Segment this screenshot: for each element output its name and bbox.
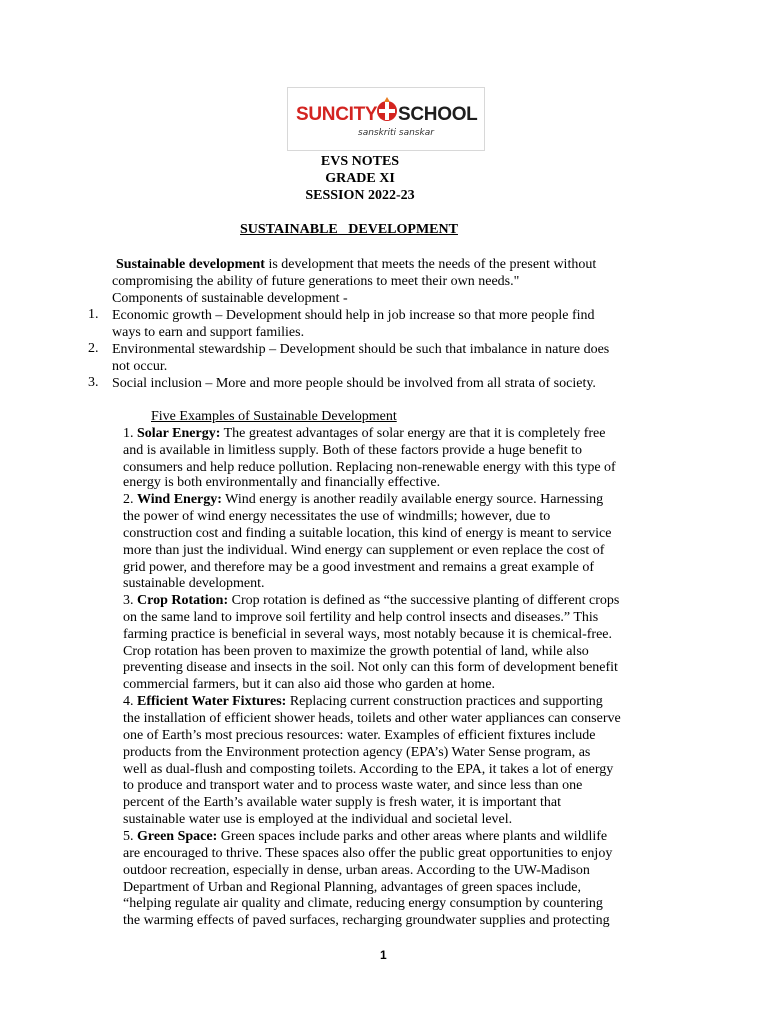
example-2-line-1: [123, 491, 603, 508]
example-number: 4.: [123, 694, 137, 709]
example-text: Wind energy is another readily available energy source. Harnessing: [221, 492, 604, 507]
example-4-line-6: to produce and transport water and to process waste water, and since less than one: [123, 778, 583, 793]
example-title: Efficient Water Fixtures:: [137, 694, 287, 709]
example-5-line-4: Department of Urban and Regional Planning, advantages of green spaces include,: [123, 880, 581, 895]
example-1-line-2: and is available in limitless supply. Both of these factors provide a huge benefit to: [123, 443, 583, 458]
example-4-line-8: sustainable water use is employed at the individual and societal level.: [123, 812, 513, 827]
example-4-line-7: percent of the Earth’s available water supply is fresh water, it is important that: [123, 795, 561, 810]
example-title: Wind Energy:: [137, 492, 222, 507]
school-logo: [287, 87, 485, 151]
intro-rest: is development that meets the needs of the present without: [264, 257, 597, 272]
header-line-3: SESSION 2022-23: [305, 188, 415, 203]
example-3-line-1: [123, 592, 619, 609]
header-line-1: EVS NOTES: [320, 154, 400, 169]
example-number: 3.: [123, 593, 137, 608]
example-4-line-5: well as dual-flush and composting toilets. According to the EPA, it takes a lot of energy: [123, 762, 614, 777]
example-4-line-1: [123, 693, 603, 710]
header-line-2: GRADE XI: [325, 171, 395, 186]
example-1-line-1: [123, 425, 605, 442]
example-5-line-6: the warming effects of paved surfaces, recharging groundwater supplies and protecting: [123, 913, 610, 928]
intro-term: Sustainable development: [116, 257, 265, 272]
example-2-line-2: the power of wind energy necessitates the use of windmills; however, due to: [123, 509, 551, 524]
example-3-line-6: commercial farmers, but it can also aid those who garden at home.: [123, 677, 496, 692]
example-text: Replacing current construction practices and supporting: [286, 694, 603, 709]
list-item-3-line-1: Social inclusion – More and more people should be involved from all strata of society.: [112, 376, 596, 391]
example-text: Green spaces include parks and other areas where plants and wildlife: [217, 829, 608, 844]
list-number: 2.: [88, 341, 99, 356]
example-number: 1.: [123, 426, 137, 441]
intro-line-3: Components of sustainable development -: [112, 291, 348, 306]
example-2-line-4: more than just the individual. Wind energy can supplement or even replace the cost of: [123, 543, 605, 558]
example-number: 5.: [123, 829, 137, 844]
example-1-line-4: energy is both environmentally and financially effective.: [123, 475, 441, 490]
list-number: 3.: [88, 375, 99, 390]
example-3-line-4: Crop rotation has been proven to maximize the growth potential of land, while also: [123, 644, 589, 659]
list-number: 1.: [88, 307, 99, 322]
example-1-line-3: consumers and help reduce pollution. Replacing non-renewable energy with this type of: [123, 460, 616, 475]
example-3-line-5: preventing disease and insects in the soil. Not only can this form of development benefit: [123, 660, 618, 675]
examples-title: Five Examples of Sustainable Development: [151, 409, 397, 424]
logo-tagline: sanskriti sanskar: [358, 128, 434, 138]
example-number: 2.: [123, 492, 137, 507]
example-5-line-3: outdoor recreation, especially in dense, urban areas. According to the UW-Madison: [123, 863, 590, 878]
example-4-line-3: one of Earth’s most precious resources: water. Examples of efficient fixtures include: [123, 728, 596, 743]
example-2-line-5: grid power, and therefore may be a good investment and remains a great example of: [123, 560, 594, 575]
list-item-1-line-2: ways to earn and support families.: [112, 325, 305, 340]
example-3-line-2: on the same land to improve soil fertility and help control insects and diseases.” This: [123, 610, 599, 625]
example-5-line-2: are encouraged to thrive. These spaces also offer the public great opportunities to enjoy: [123, 846, 613, 861]
example-4-line-4: products from the Environment protection agency (EPA’s) Water Sense program, as: [123, 745, 591, 760]
example-text: The greatest advantages of solar energy are that it is completely free: [220, 426, 606, 441]
example-text: Crop rotation is defined as “the successive planting of different crops: [228, 593, 620, 608]
logo-word-school: SCHOOL: [398, 104, 478, 125]
list-item-2-line-1: Environmental stewardship – Development should be such that imbalance in nature does: [112, 342, 610, 357]
list-item-1-line-1: Economic growth – Development should help in job increase so that more people find: [112, 308, 595, 323]
example-5-line-5: “helping regulate air quality and climate, reducing energy consumption by countering: [123, 896, 603, 911]
logo-word-suncity: SUNCITY: [296, 104, 378, 125]
example-title: Solar Energy:: [137, 426, 221, 441]
example-title: Green Space:: [137, 829, 218, 844]
example-4-line-2: the installation of efficient shower heads, toilets and other water appliances can conserve: [123, 711, 621, 726]
page-number: 1: [380, 948, 387, 962]
example-5-line-1: [123, 828, 607, 845]
intro-line-1: [116, 256, 596, 273]
intro-line-2: compromising the ability of future generations to meet their own needs.": [112, 274, 520, 289]
example-title: Crop Rotation:: [137, 593, 229, 608]
section-heading: SUSTAINABLE DEVELOPMENT: [240, 222, 458, 237]
example-3-line-3: farming practice is beneficial in several ways, most notably because it is chemical-free.: [123, 627, 613, 642]
sun-emblem-icon: [374, 96, 400, 124]
example-2-line-3: construction cost and finding a suitable location, this kind of energy is meant to service: [123, 526, 612, 541]
list-item-2-line-2: not occur.: [112, 359, 168, 374]
example-2-line-6: sustainable development.: [123, 576, 265, 591]
